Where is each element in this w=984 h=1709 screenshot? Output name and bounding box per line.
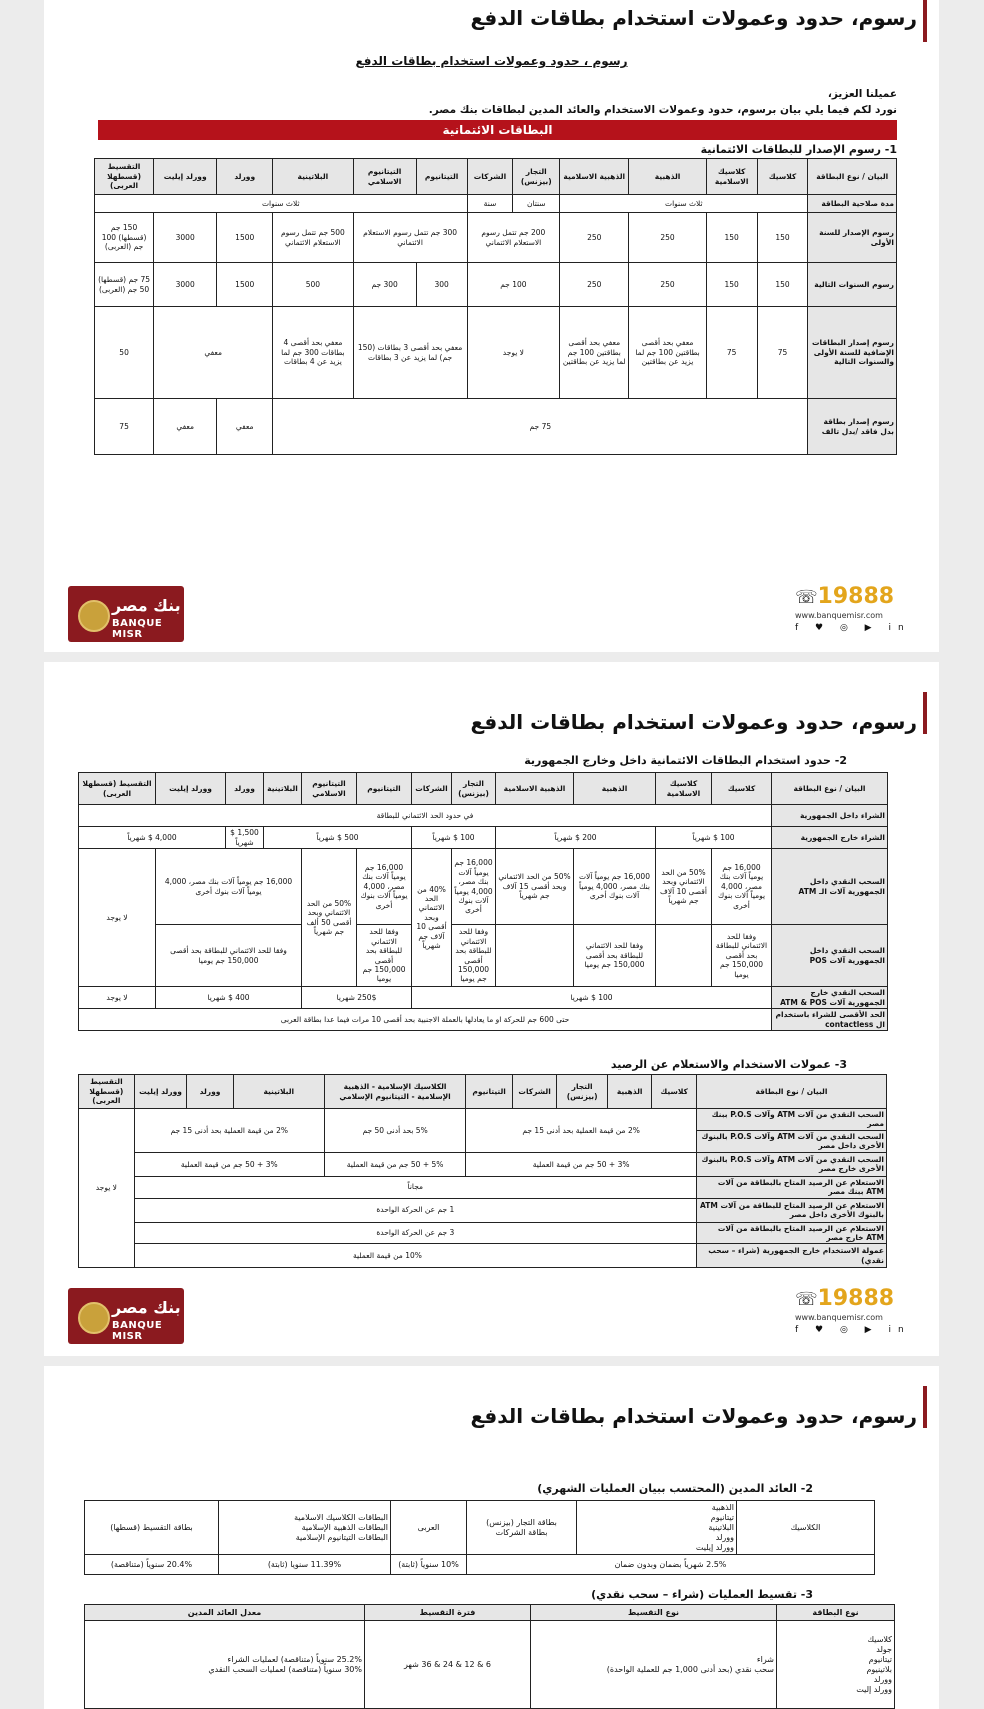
page-1 (44, 0, 939, 652)
cell: ثلاث سنوات (560, 195, 808, 213)
intro-text: نورد لكم فيما يلي بيان برسوم، حدود وعمولات الاستخدام والعائد المدين لبطاقات بنك مصر. (428, 104, 897, 116)
cell: وفقا للحد الائتماني للبطاقة بحد أقصى 150,000 جم يوميا (574, 925, 656, 987)
col-header: وورلد إيليت (156, 773, 226, 805)
col-header: البيان / نوع البطاقة (808, 159, 897, 195)
cell: معفي (154, 399, 217, 455)
cell: معفي (154, 307, 273, 399)
col-header: التقسيط (قسطهلا العربى) (95, 159, 154, 195)
cell: 3% + 50 جم من قيمة العملية (466, 1152, 697, 1176)
cell: 75 جم (273, 399, 808, 455)
installments-table (84, 1604, 895, 1709)
cell: 1500 (217, 213, 273, 263)
col-header: الذهبية (574, 773, 656, 805)
cell: وفقا للحد الائتماني للبطاقة بحد أقصى 150,000 جم يوميا (357, 925, 412, 987)
col-header: التقسيط (قسطهلا العربى) (79, 773, 156, 805)
cell: 150 جم (قسطها) 100 جم (العربى) (95, 213, 154, 263)
cell: 100 $ شهرياً (656, 827, 772, 849)
col-header: التيتانيوم (466, 1075, 513, 1109)
cell: لا يوجد (79, 987, 156, 1009)
cell: وفقا للحد الائتماني للبطاقة بحد أقصى 150,000 جم يوميا (452, 925, 496, 987)
cell (656, 925, 712, 987)
cell: 75 (95, 399, 154, 455)
page-2 (44, 662, 939, 1356)
cell: 50% من الحد الائتماني وبحد أقصى 50 ألف جم شهرياً (302, 849, 357, 987)
phone-icon: ☏ (795, 587, 818, 608)
cell (496, 925, 574, 987)
cell: 250 (560, 213, 629, 263)
cell: 3000 (154, 213, 217, 263)
col-header: البيان / نوع البطاقة (772, 773, 888, 805)
col-header: الذهبية الاسلامية (496, 773, 574, 805)
cell: لا يوجد (467, 307, 560, 399)
row-label: الحد الأقصى للشراء باستخدام ال contactless (772, 1009, 888, 1031)
cell: معفي بحد أقصى بطاقتين 100 جم لما يزيد عن بطاقتين (629, 307, 706, 399)
cell: 5% بحد أدنى 50 جم (324, 1109, 466, 1153)
website-link[interactable]: www.banquemisr.com (795, 1313, 883, 1322)
row-label: رسوم الإصدار للسنة الأولى (808, 213, 897, 263)
cell: مجاناً (134, 1176, 696, 1198)
page-title: رسوم، حدود وعمولات استخدام بطاقات الدفع (470, 1404, 917, 1428)
row-label: السحب النقدي من آلات ATM وآلات P.O.S ببنك مصر (696, 1109, 886, 1131)
cell: لا يوجد (79, 849, 156, 987)
page-3 (44, 1366, 939, 1709)
cell: 200 $ شهرياً (496, 827, 656, 849)
col-header: الذهبية الاسلامية (560, 159, 629, 195)
banque-misr-logo (68, 1288, 184, 1344)
col-header: التيتانيوم الاسلامي (353, 159, 416, 195)
title-accent-bar (923, 0, 927, 42)
col-header: كلاسيك (757, 159, 808, 195)
row-label: الشراء داخل الجمهورية (772, 805, 888, 827)
cell: 4,000 $ شهرياً (79, 827, 226, 849)
cell: 75 (757, 307, 808, 399)
cell: 10% من قيمة العملية (79, 1244, 697, 1268)
commissions-table (78, 1074, 887, 1268)
cell: 16,000 جم يومياً آلات بنك مصر، 4,000 يومياً آلات بنوك أخرى (712, 849, 772, 925)
coin-emblem-icon (78, 1302, 110, 1334)
cell: 2% من قيمة العملية بحد أدنى 15 جم (466, 1109, 697, 1153)
debit-interest-table (84, 1500, 875, 1575)
banque-misr-logo (68, 586, 184, 642)
cell: 25.2% سنوياً (متناقصة) لعمليات الشراء 30% سنوياً (متناقصة) لعمليات السحب النقدي (85, 1621, 365, 1709)
col-header: الشركات (467, 159, 513, 195)
section-3-title: 3- عمولات الاستخدام والاستعلام عن الرصيد (610, 1058, 847, 1071)
cell: 75 جم (قسطها) 50 جم (العربى) (95, 263, 154, 307)
cell: 3000 (154, 263, 217, 307)
page-title: رسوم، حدود وعمولات استخدام بطاقات الدفع (470, 710, 917, 734)
col-header: كلاسيك (652, 1075, 696, 1109)
cell: 500 (273, 263, 353, 307)
greeting: عميلنا العزيز، (827, 88, 897, 100)
cell: 200 جم تتمل رسوم الاستعلام الائتماني (467, 213, 560, 263)
col-header: البلاتينية (264, 773, 302, 805)
row-label: السحب النقدي من آلات ATM وآلات P.O.S بالبنوك الأخرى داخل مصر (696, 1130, 886, 1152)
row-label: الاستعلام عن الرصيد المتاح بالبطاقة من آلات ATM خارج مصر (696, 1222, 886, 1244)
col-header: وورلد (226, 773, 264, 805)
cell: 100 جم (467, 263, 560, 307)
cell: سنة (467, 195, 513, 213)
hotline-block (795, 1288, 915, 1335)
cell: 1,500 $ شهرياً (226, 827, 264, 849)
cell: 10% سنوياً (ثابتة) (391, 1555, 467, 1575)
cell: 250 (560, 263, 629, 307)
row-label: السحب النقدي داخل الجمهورية آلات الـ ATM (772, 849, 888, 925)
row-label: الاستعلام عن الرصيد المتاح للبطاقة من آلات ATM بالبنوك الأخرى داخل مصر (696, 1198, 886, 1222)
logo-arabic: بنك مصر (112, 1298, 181, 1317)
cell: لا يوجد (79, 1109, 135, 1268)
logo-english: BANQUE MISR (112, 1320, 163, 1342)
col-header: كلاسيك الاسلامية (706, 159, 757, 195)
row-label: مدة صلاحية البطاقة (808, 195, 897, 213)
cell: 2% من قيمة العملية بحد أدنى 15 جم (134, 1109, 324, 1153)
col-header: التقسيط (قسطهلا العربى) (79, 1075, 135, 1109)
cell: 20.4% سنوياً (متناقصة) (85, 1555, 219, 1575)
col-header: التيتانيوم (357, 773, 412, 805)
cell: شراء سحب نقدي (بحد أدنى 1,000 جم للعملية الواحدة) (531, 1621, 777, 1709)
col-header: التجار (بيزنس) (513, 159, 560, 195)
row-label: رسوم إصدار البطاقات الإضافية للسنة الأولى والسنوات التالية (808, 307, 897, 399)
cell: البطاقات الكلاسيك الاسلامية البطاقات الذهبية الإسلامية البطاقات التيتانيوم الإسلامية (219, 1501, 391, 1555)
usage-limits-table (78, 772, 888, 1031)
cell: 400 $ شهريا (156, 987, 302, 1009)
cell: 75 (706, 307, 757, 399)
col-header: كلاسيك الاسلامية (656, 773, 712, 805)
cell: 16,000 جم يومياً آلات بنك مصر، 4,000 يومياً آلات بنوك أخرى (452, 849, 496, 925)
cell: 11.39% سنويا (ثابتة) (219, 1555, 391, 1575)
col-header: الذهبية (629, 159, 706, 195)
cell: 500 جم تتمل رسوم الاستعلام الائتماني (273, 213, 353, 263)
col-header: وورلد إيليت (154, 159, 217, 195)
issuance-fees-table (94, 158, 897, 455)
credit-cards-band: البطاقات الائتمانية (98, 120, 897, 140)
cell: ثلاث سنوات (95, 195, 468, 213)
col-header: الكلاسيك الإسلامية - الذهبية الإسلامية - التيتانيوم الإسلامي (324, 1075, 466, 1109)
col-header: التجار (بيزنس) (452, 773, 496, 805)
cell: 250$ شهريا (302, 987, 412, 1009)
cell: وفقا للحد الائتماني للبطاقة بحد أقصى 150,000 جم يوميا (712, 925, 772, 987)
cell: 300 (416, 263, 467, 307)
col-header: الشركات (412, 773, 452, 805)
col-header: فترة التقسيط (365, 1605, 531, 1621)
row-label: الشراء خارج الجمهورية (772, 827, 888, 849)
col-header: التجار (بيزنس) (557, 1075, 608, 1109)
cell: 1 جم عن الحركة الواحدة (134, 1198, 696, 1222)
installments-title: 3- تقسيط العمليات (شراء – سحب نقدي) (591, 1588, 813, 1601)
cell: وفقا للحد الائتماني للبطاقة بحد أقصى 150,000 جم يوميا (156, 925, 302, 987)
cell: في حدود الحد الائتماني للبطاقة (79, 805, 772, 827)
debit-interest-title: 2- العائد المدين (المحتسب ببيان العمليات الشهري) (537, 1482, 813, 1495)
cell: 500 $ شهرياً (264, 827, 412, 849)
col-header: وورلد (187, 1075, 234, 1109)
title-accent-bar (923, 1386, 927, 1428)
cell: معفي بحد أقصى بطاقتين 100 جم لما يزيد عن بطاقتين (560, 307, 629, 399)
row-label: رسوم السنوات التالية (808, 263, 897, 307)
section-2-title: 2- حدود استخدام البطاقات الائتمانية داخل وخارج الجمهورية (524, 754, 847, 767)
row-label: السحب النقدي خارج الجمهورية آلات ATM & POS (772, 987, 888, 1009)
cell: معفي بحد أقصى 4 بطاقات 300 جم لما يزيد عن 4 بطاقات (273, 307, 353, 399)
row-label: عمولة الاستخدام خارج الجمهورية (شراء – سحب نقدي) (696, 1244, 886, 1268)
cell: 150 (757, 213, 808, 263)
cell: 100 $ شهرياً (412, 827, 496, 849)
cell: 40% من الحد الائتماني وبحد أقصى 10 آلاف جم شهرياً (412, 849, 452, 987)
col-header: وورلد إيليت (134, 1075, 187, 1109)
col-header: البلاتينية (233, 1075, 324, 1109)
cell: الذهبية تيتانيوم البلاتينية وورلد وورلد إيليت (577, 1501, 737, 1555)
cell: 3 جم عن الحركة الواحدة (134, 1222, 696, 1244)
col-header: الذهبية (607, 1075, 651, 1109)
website-link[interactable]: www.banquemisr.com (795, 611, 883, 620)
row-label: السحب النقدي داخل الجمهورية آلات POS (772, 925, 888, 987)
cell: 2.5% شهرياً بضمان وبدون ضمان (467, 1555, 875, 1575)
cell: 16,000 جم يومياً آلات بنك مصر، 4,000 يومياً آلات بنوك أخرى (156, 849, 302, 925)
hotline-number: 19888 (817, 584, 895, 609)
cell: الكلاسيك (737, 1501, 875, 1555)
cell: 6 & 12 & 24 & 36 شهر (365, 1621, 531, 1709)
cell: حتى 600 جم للحركة او ما يعادلها بالعملة الاجنبية بحد أقصى 10 مرات فيما عدا بطاقة العربى (79, 1009, 772, 1031)
col-header: التيتانيوم الاسلامي (302, 773, 357, 805)
row-label: الاستعلام عن الرصيد المتاح بالبطاقة من آلات ATM ببنك مصر (696, 1176, 886, 1198)
social-icons[interactable]: f ♥ ◎ ▶ in (795, 1325, 911, 1335)
col-header: البيان / نوع البطاقة (696, 1075, 886, 1109)
hotline-block (795, 586, 915, 633)
logo-english: BANQUE MISR (112, 618, 163, 640)
coin-emblem-icon (78, 600, 110, 632)
cell: سنتان (513, 195, 560, 213)
col-header: الشركات (512, 1075, 556, 1109)
section-1-title: 1- رسوم الإصدار للبطاقات الائتمانية (700, 143, 897, 156)
cell: كلاسيك جولد تيتانيوم بلاتينيوم وورلد وورلد إليت (777, 1621, 895, 1709)
col-header: معدل العائد المدين (85, 1605, 365, 1621)
col-header: نوع البطاقة (777, 1605, 895, 1621)
cell: 3% + 50 جم من قيمة العملية (134, 1152, 324, 1176)
cell: 250 (629, 263, 706, 307)
phone-icon: ☏ (795, 1289, 818, 1310)
cell: 50% من الحد الائتماني وبحد أقصى 10 آلاف جم شهرياً (656, 849, 712, 925)
logo-arabic: بنك مصر (112, 596, 181, 615)
social-icons[interactable]: f ♥ ◎ ▶ in (795, 623, 911, 633)
col-header: نوع التقسيط (531, 1605, 777, 1621)
col-header: وورلد (217, 159, 273, 195)
cell: 150 (706, 213, 757, 263)
cell: 5% + 50 جم من قيمة العملية (324, 1152, 466, 1176)
hotline-number: 19888 (817, 1286, 895, 1311)
cell: بطاقة التقسيط (قسطها) (85, 1501, 219, 1555)
cell: 150 (757, 263, 808, 307)
cell: بطاقة التجار (بيزنس) بطاقة الشركات (467, 1501, 577, 1555)
title-accent-bar (923, 692, 927, 734)
col-header: التيتانيوم (416, 159, 467, 195)
cell: معفي بحد أقصى 3 بطاقات (150 جم) لما يزيد عن 3 بطاقات (353, 307, 467, 399)
cell: 50 (95, 307, 154, 399)
col-header: كلاسيك (712, 773, 772, 805)
row-label: رسوم إصدار بطاقة بدل فاقد /بدل تالف (808, 399, 897, 455)
page-subtitle: رسوم ، حدود وعمولات استخدام بطاقات الدفع (355, 54, 628, 68)
page-title: رسوم، حدود وعمولات استخدام بطاقات الدفع (470, 6, 917, 30)
cell: 50% من الحد الائتماني وبحد أقصى 15 آلاف جم شهرياً (496, 849, 574, 925)
cell: 300 جم (353, 263, 416, 307)
cell: 1500 (217, 263, 273, 307)
cell: العربى (391, 1501, 467, 1555)
cell: معفي (217, 399, 273, 455)
cell: 16,000 جم يومياً آلات بنك مصر، 4,000 يومياً آلات بنوك أخرى (574, 849, 656, 925)
cell: 250 (629, 213, 706, 263)
cell: 300 جم تتمل رسوم الاستعلام الائتماني (353, 213, 467, 263)
cell: 16,000 جم يومياً آلات بنك مصر، 4,000 يومياً آلات بنوك أخرى (357, 849, 412, 925)
cell: 100 $ شهريا (412, 987, 772, 1009)
cell: 150 (706, 263, 757, 307)
row-label: السحب النقدي من آلات ATM وآلات P.O.S بالبنوك الأخرى خارج مصر (696, 1152, 886, 1176)
col-header: البلاتينية (273, 159, 353, 195)
